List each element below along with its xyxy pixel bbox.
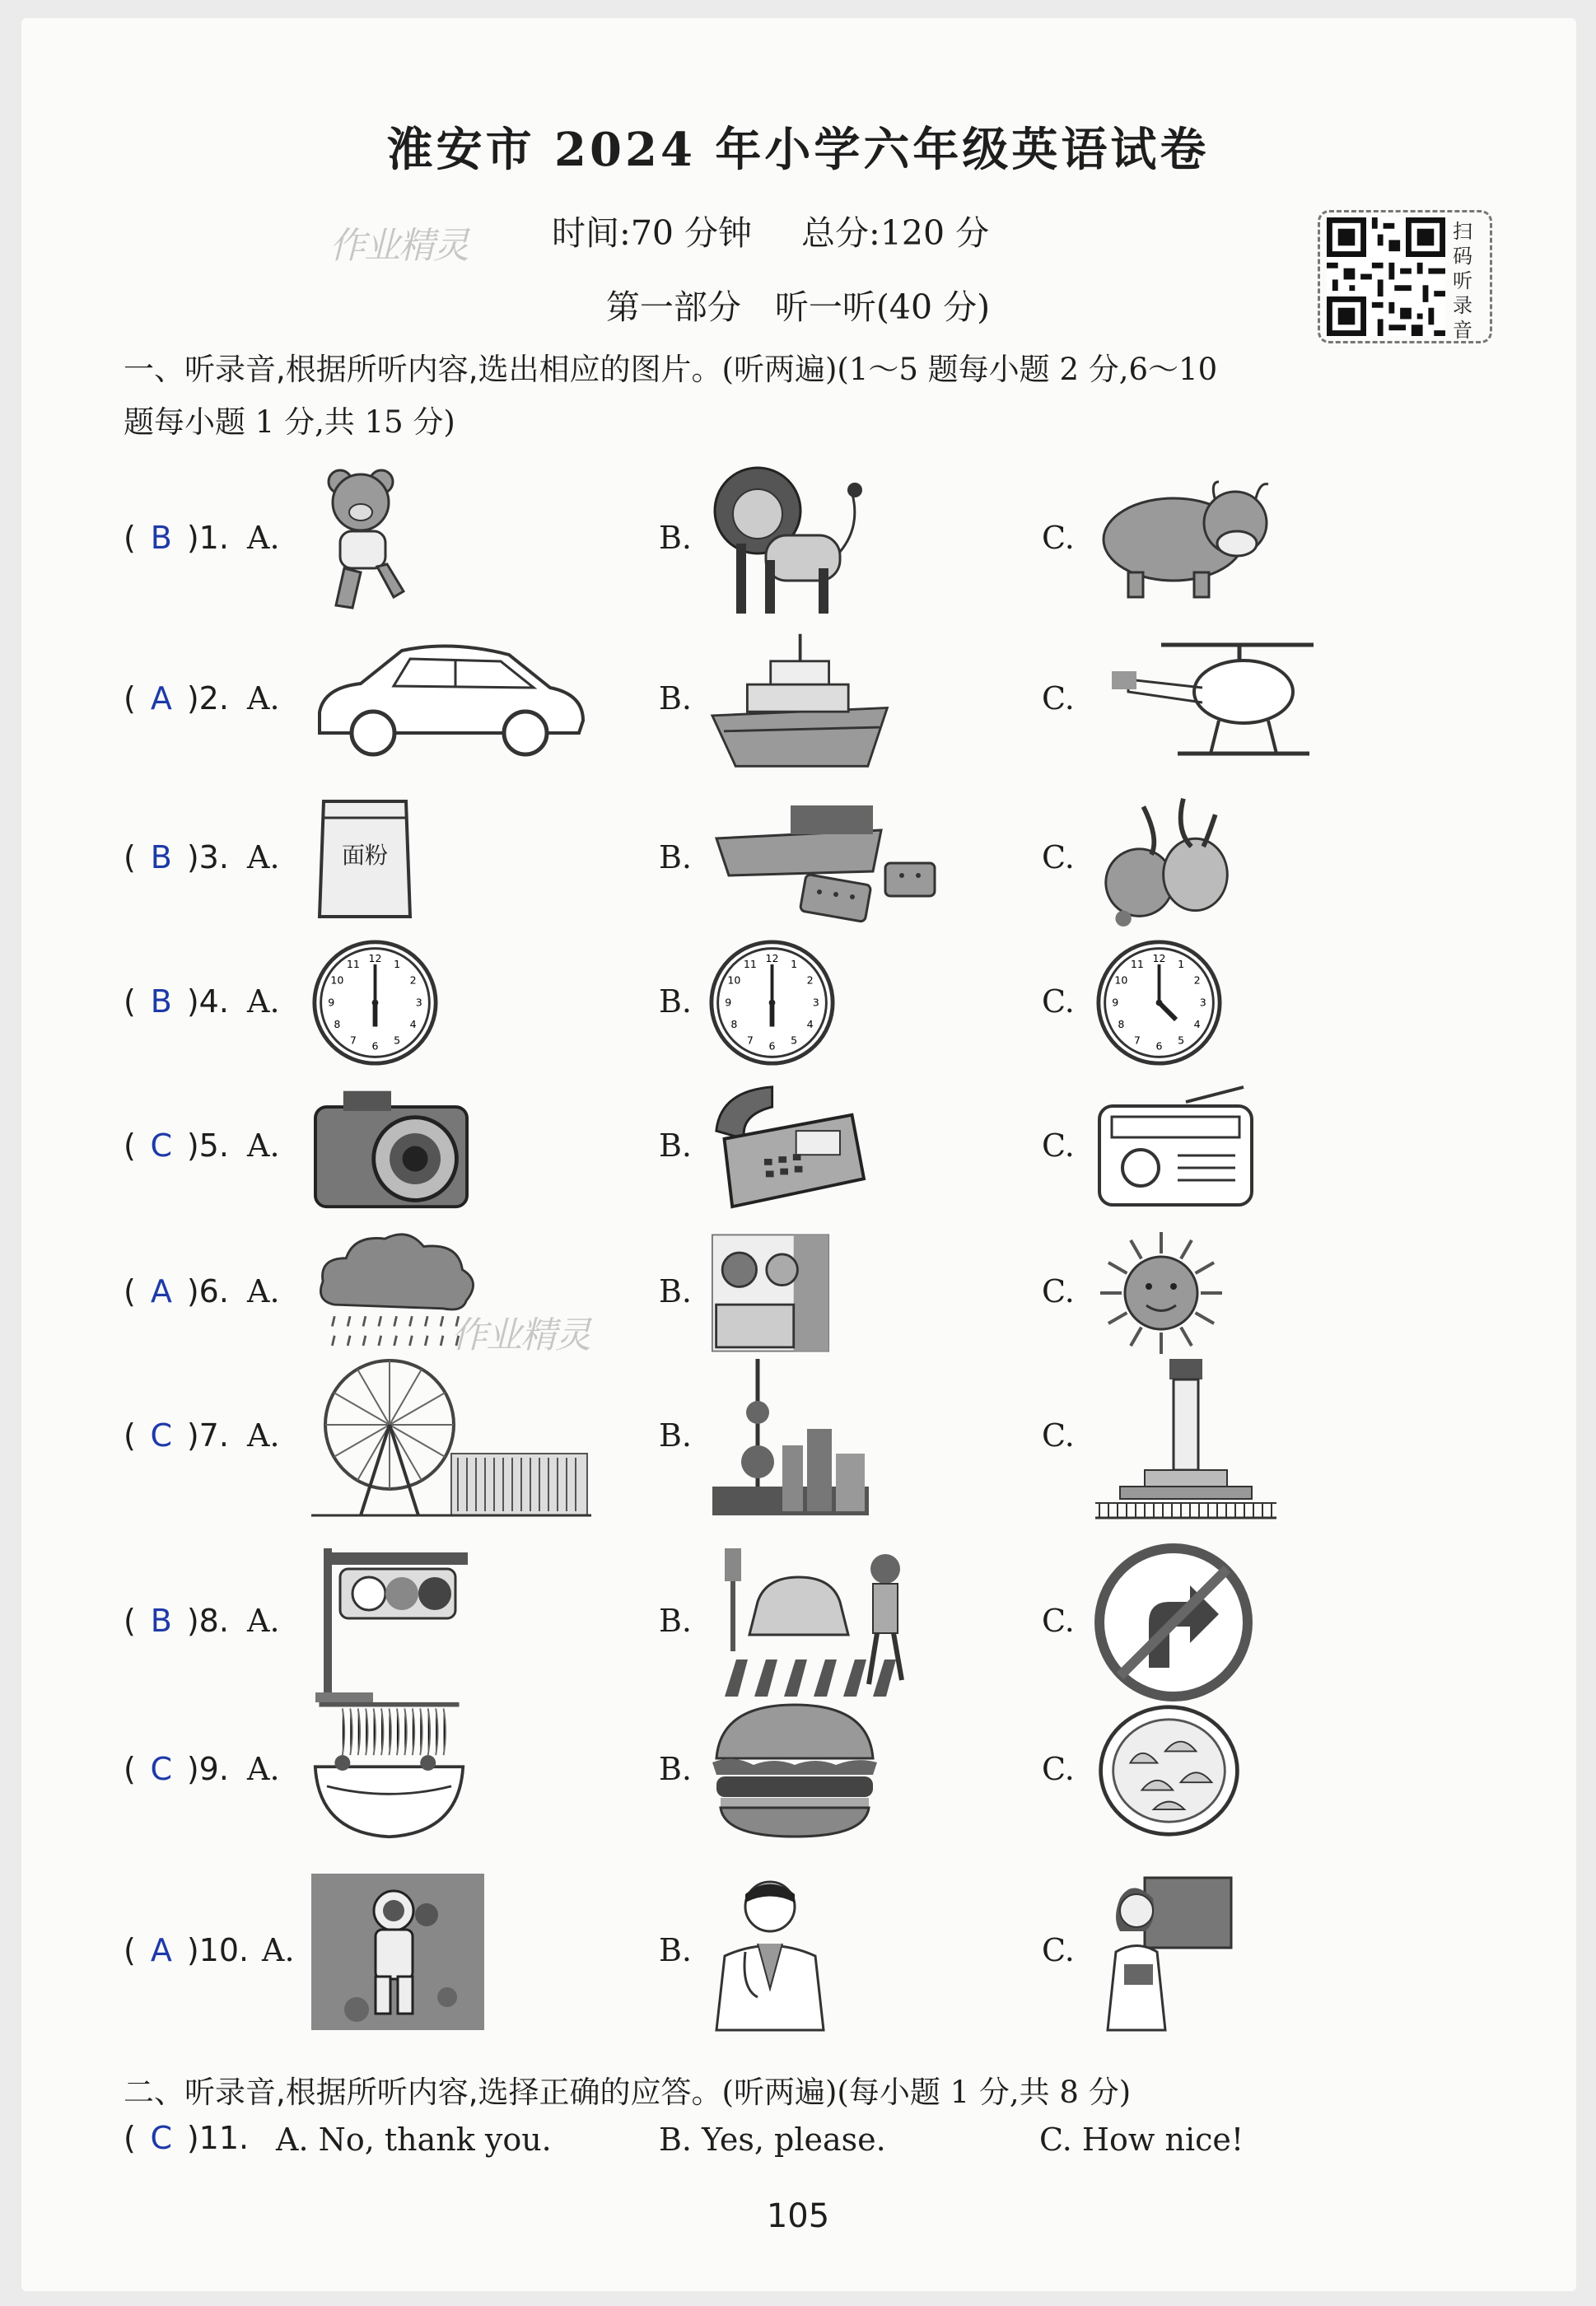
open-paren: ( (124, 520, 136, 556)
question-3 (124, 839, 229, 875)
section1-instruction (124, 344, 1217, 389)
option-5-c[interactable]: C. (1042, 1127, 1075, 1164)
helicopter-icon[interactable] (1095, 638, 1318, 762)
page-title: 淮安市 2024 年小学六年级英语试卷 (386, 123, 1210, 177)
question-number-4: )4. (186, 983, 229, 1020)
svg-text:12: 12 (765, 952, 779, 965)
svg-text:2: 2 (409, 973, 417, 987)
question-number-8: )8. (186, 1603, 229, 1639)
flour-label: 面粉 (341, 842, 389, 869)
option-8-c[interactable]: C. (1042, 1603, 1075, 1639)
question-6 (124, 1273, 229, 1309)
teddy-bear-icon[interactable] (311, 461, 410, 618)
answer-8[interactable]: B (150, 1603, 172, 1639)
svg-text:1: 1 (1178, 958, 1185, 971)
svg-text:2: 2 (806, 973, 814, 987)
question-number-7: )7. (186, 1417, 229, 1454)
open-paren: ( (124, 983, 136, 1020)
svg-text:6: 6 (371, 1039, 379, 1053)
svg-text:8: 8 (730, 1018, 738, 1031)
open-paren: ( (124, 1751, 136, 1787)
answer-4[interactable]: B (150, 983, 172, 1020)
answer-9[interactable]: C (150, 1751, 173, 1787)
answer-11[interactable]: C (150, 2120, 173, 2156)
qr-caption: 扫码听录音 (1453, 220, 1472, 342)
option-4-b[interactable]: B. (659, 983, 693, 1020)
svg-text:8: 8 (1118, 1018, 1125, 1031)
answer-1[interactable]: B (150, 520, 172, 556)
svg-text:4: 4 (806, 1018, 814, 1031)
question-1 (124, 520, 229, 556)
ship-icon[interactable] (708, 630, 895, 770)
exam-time: 时间:70 分钟 (552, 213, 753, 253)
exam-total-score: 总分:120 分 (801, 213, 990, 253)
biscuits-icon[interactable] (708, 797, 939, 921)
svg-text:7: 7 (746, 1034, 754, 1047)
monument-icon[interactable] (1095, 1355, 1276, 1519)
option-5-a[interactable]: A. (247, 1127, 280, 1164)
svg-text:3: 3 (415, 996, 422, 1009)
option-3-c[interactable]: C. (1042, 839, 1075, 875)
option-1-b[interactable]: B. (659, 520, 693, 556)
ferris-wheel-icon[interactable] (311, 1355, 591, 1519)
flour-bag-icon[interactable] (311, 793, 418, 925)
option-7-b[interactable]: B. (659, 1417, 693, 1454)
question-number-5: )5. (186, 1127, 229, 1164)
camera-icon[interactable] (311, 1083, 471, 1211)
svg-text:1: 1 (394, 958, 401, 971)
watermark: 作业精灵 (329, 225, 468, 267)
question-number-10: )10. (186, 1932, 250, 1968)
answer-7[interactable]: C (150, 1417, 173, 1454)
open-paren: ( (124, 1603, 136, 1639)
answer-6[interactable]: A (150, 1273, 172, 1309)
option-4-c[interactable]: C. (1042, 983, 1075, 1020)
sick-child-icon[interactable] (708, 1227, 833, 1359)
sun-icon[interactable] (1095, 1227, 1227, 1359)
part-title: 第一部分 听一听(40 分) (605, 287, 991, 327)
hamburger-icon[interactable] (708, 1701, 881, 1841)
option-7-a[interactable]: A. (247, 1417, 280, 1454)
svg-text:4: 4 (1193, 1018, 1201, 1031)
question-9 (124, 1751, 229, 1787)
open-paren: ( (124, 1127, 136, 1164)
noodles-icon[interactable] (311, 1701, 467, 1841)
section2-note: (听两遍)(每小题 1 分,共 8 分) (721, 2075, 1132, 2110)
svg-text:7: 7 (1133, 1034, 1141, 1047)
tv-tower-skyline-icon[interactable] (708, 1355, 873, 1519)
open-paren: ( (124, 1932, 136, 1968)
page-number: 105 (766, 2197, 830, 2235)
exam-info (552, 206, 1038, 254)
clock-icon[interactable] (708, 939, 836, 1067)
option-10-a[interactable]: A. (262, 1932, 295, 1968)
option-5-b[interactable]: B. (659, 1127, 693, 1164)
svg-text:9: 9 (328, 996, 335, 1009)
question-number-6: )6. (186, 1273, 229, 1309)
question-8 (124, 1603, 229, 1639)
option-8-b[interactable]: B. (659, 1603, 693, 1639)
watermark-2: 作业精灵 (451, 1314, 590, 1356)
option-4-a[interactable]: A. (247, 983, 280, 1020)
svg-text:9: 9 (1112, 996, 1119, 1009)
question-11 (124, 2120, 249, 2156)
option-7-c[interactable]: C. (1042, 1417, 1075, 1454)
open-paren: ( (124, 680, 136, 717)
radio-icon[interactable] (1095, 1085, 1260, 1209)
option-3-a[interactable]: A. (247, 839, 280, 875)
option-8-a[interactable]: A. (247, 1603, 280, 1639)
svg-text:1: 1 (791, 958, 798, 971)
section1-note-2-text: 题每小题 1 分,共 15 分) (124, 404, 455, 440)
question-10 (124, 1932, 249, 1968)
question-number-9: )9. (186, 1751, 229, 1787)
svg-text:6: 6 (1155, 1039, 1163, 1053)
question-number-11: )11. (186, 2120, 250, 2156)
option-3-b[interactable]: B. (659, 839, 693, 875)
svg-text:5: 5 (394, 1034, 401, 1047)
svg-text:11: 11 (346, 958, 360, 971)
section1-heading: 一、听录音,根据所听内容,选出相应的图片。 (124, 352, 722, 387)
option-2-a[interactable]: A. (247, 680, 280, 717)
section1-note-1: (听两遍)(1～5 题每小题 2 分,6～10 (721, 352, 1218, 387)
astronaut-icon[interactable] (311, 1874, 484, 2030)
svg-text:3: 3 (812, 996, 819, 1009)
open-paren: ( (124, 1273, 136, 1309)
telephone-icon[interactable] (708, 1083, 868, 1211)
lion-icon[interactable] (708, 461, 873, 618)
section2-heading: 二、听录音,根据所听内容,选择正确的应答。 (124, 2075, 722, 2110)
clock-icon[interactable] (311, 939, 439, 1067)
option-6-b[interactable]: B. (659, 1273, 693, 1309)
svg-text:5: 5 (791, 1034, 798, 1047)
option-6-c[interactable]: C. (1042, 1273, 1075, 1309)
svg-text:7: 7 (349, 1034, 357, 1047)
dumplings-icon[interactable] (1095, 1701, 1243, 1841)
svg-text:11: 11 (743, 958, 757, 971)
question-number-3: )3. (186, 839, 229, 875)
section2-instruction (124, 2067, 1131, 2112)
open-paren: ( (124, 839, 136, 875)
answer-3[interactable]: B (150, 839, 172, 875)
car-icon[interactable] (311, 638, 591, 762)
svg-text:5: 5 (1178, 1034, 1185, 1047)
answer-5[interactable]: C (150, 1127, 173, 1164)
option-1-a[interactable]: A. (247, 520, 280, 556)
question-4 (124, 983, 229, 1020)
crosswalk-icon[interactable] (708, 1544, 906, 1701)
cow-icon[interactable] (1095, 478, 1285, 601)
question-2 (124, 680, 229, 717)
option-9-a[interactable]: A. (247, 1751, 280, 1787)
teacher-icon[interactable] (1095, 1874, 1235, 2030)
answer-2[interactable]: A (150, 680, 172, 717)
svg-text:10: 10 (330, 973, 344, 987)
option-10-c[interactable]: C. (1042, 1932, 1075, 1968)
option-11-b[interactable]: B. Yes, please. (659, 2122, 886, 2158)
svg-text:12: 12 (368, 952, 382, 965)
option-11-a[interactable]: A. No, thank you. (276, 2122, 552, 2158)
svg-text:6: 6 (768, 1039, 776, 1053)
option-1-c[interactable]: C. (1042, 520, 1075, 556)
question-7 (124, 1417, 229, 1454)
option-2-c[interactable]: C. (1042, 680, 1075, 717)
clock-icon[interactable] (1095, 939, 1223, 1067)
svg-text:10: 10 (727, 973, 741, 987)
option-6-a[interactable]: A. (247, 1273, 280, 1309)
svg-text:2: 2 (1193, 973, 1201, 987)
open-paren: ( (124, 2120, 136, 2156)
svg-text:4: 4 (409, 1018, 417, 1031)
answer-10[interactable]: A (150, 1932, 172, 1968)
question-number-1: )1. (186, 520, 229, 556)
option-9-c[interactable]: C. (1042, 1751, 1075, 1787)
vegetables-icon[interactable] (1095, 791, 1239, 927)
svg-text:11: 11 (1130, 958, 1144, 971)
open-paren: ( (124, 1417, 136, 1454)
no-right-turn-icon[interactable] (1095, 1544, 1252, 1701)
option-2-b[interactable]: B. (659, 680, 693, 717)
svg-text:3: 3 (1199, 996, 1206, 1009)
svg-text:8: 8 (334, 1018, 341, 1031)
section1-note-2 (124, 397, 455, 441)
qr-code-box[interactable] (1318, 210, 1492, 343)
doctor-icon[interactable] (708, 1874, 832, 2030)
traffic-light-icon[interactable] (311, 1540, 468, 1705)
svg-text:9: 9 (725, 996, 732, 1009)
option-10-b[interactable]: B. (659, 1932, 693, 1968)
option-9-b[interactable]: B. (659, 1751, 693, 1787)
svg-text:12: 12 (1152, 952, 1166, 965)
svg-text:10: 10 (1114, 973, 1128, 987)
question-5 (124, 1127, 229, 1164)
question-number-2: )2. (186, 680, 229, 717)
option-11-c[interactable]: C. How nice! (1039, 2122, 1244, 2158)
qr-code-icon (1327, 217, 1445, 336)
